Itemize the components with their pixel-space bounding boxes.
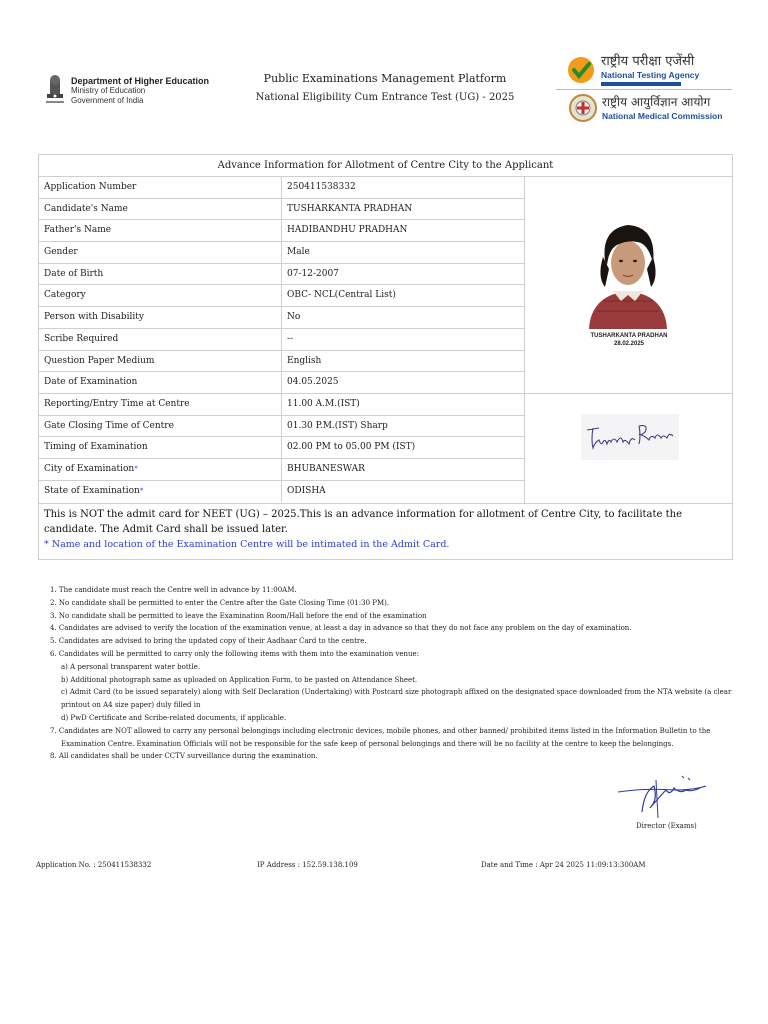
info-label-text: State of Examination — [44, 485, 140, 496]
info-row — [39, 199, 524, 221]
info-value: 250411538332 — [287, 182, 356, 192]
info-label — [39, 459, 282, 480]
page-header — [0, 0, 768, 150]
info-label-text: Category — [44, 290, 86, 301]
nmc-hindi: राष्ट्रीय आयुर्विज्ञान आयोग — [602, 94, 711, 109]
notice-centre-location: * Name and location of the Examination Centre will be intimated in the Admit Card. — [44, 539, 450, 550]
info-label — [39, 264, 282, 285]
info-label — [39, 437, 282, 458]
instruction-item: b) Additional photograph same as uploaded on Application Form, to be pasted on Attendance Sheet. — [61, 675, 418, 684]
instruction-item: printout on A4 size paper) duly filled in — [61, 701, 201, 710]
info-label-text: Question Paper Medium — [44, 355, 155, 366]
info-label — [39, 416, 282, 437]
info-label-text: Date of Examination — [44, 377, 138, 388]
info-label-text: Father's Name — [44, 225, 112, 236]
photo-cell — [525, 177, 732, 394]
info-value: TUSHARKANTA PRADHAN — [287, 203, 413, 214]
nta-english: National Testing Agency — [601, 70, 700, 80]
info-label — [39, 394, 282, 415]
instruction-item: 7. Candidates are NOT allowed to carry any personal belongings including electronic devices, mobile phones, and other banned/ prohibited items listed in the Information Bulletin to the — [50, 726, 711, 735]
doe-title: Department of Higher Education — [71, 76, 210, 86]
info-label-text: Scribe Required — [44, 333, 119, 344]
info-label-text: Gate Closing Time of Centre — [44, 420, 174, 431]
info-label-text: Reporting/Entry Time at Centre — [44, 398, 190, 409]
director-label: Director (Exams) — [636, 822, 697, 830]
info-value: No — [287, 312, 301, 323]
info-label-text: Application Number — [44, 182, 137, 192]
info-value: English — [287, 355, 322, 366]
instruction-item: a) A personal transparent water bottle. — [61, 662, 201, 671]
doe-government: Government of India — [71, 96, 144, 105]
info-label-text: Timing of Examination — [44, 442, 148, 453]
info-value: -- — [287, 333, 294, 344]
info-value: 01.30 P.M.(IST) Sharp — [287, 420, 388, 431]
info-value: Male — [287, 247, 310, 258]
info-value: ODISHA — [287, 485, 326, 496]
info-label — [39, 329, 282, 350]
photo-caption — [525, 332, 733, 348]
info-label — [39, 307, 282, 328]
info-row — [39, 481, 524, 503]
instruction-item: d) PwD Certificate and Scribe-related documents, if applicable. — [61, 713, 287, 722]
logo-divider — [556, 89, 732, 90]
info-label — [39, 199, 282, 220]
required-star: * — [139, 486, 144, 495]
info-value: OBC- NCL(Central List) — [287, 290, 396, 301]
info-label — [39, 285, 282, 306]
info-row — [39, 351, 524, 373]
director-signature — [614, 772, 714, 824]
info-row — [39, 177, 524, 199]
footer-application-no: Application No. : 250411538332 — [36, 861, 152, 869]
signature-cell — [525, 394, 732, 503]
photo-signature-column — [524, 177, 732, 503]
info-row — [39, 307, 524, 329]
nmc-logo-icon — [568, 93, 598, 123]
info-label-text: Candidate's Name — [44, 203, 128, 214]
national-emblem-icon — [44, 74, 66, 108]
nta-logo-block — [566, 54, 699, 86]
info-label — [39, 220, 282, 241]
required-star: * — [134, 464, 138, 473]
info-value: 11.00 A.M.(IST) — [287, 398, 360, 409]
info-row — [39, 416, 524, 438]
candidate-signature — [581, 414, 679, 460]
info-label-text: Date of Birth — [44, 268, 104, 279]
nmc-english: National Medical Commission — [602, 110, 723, 121]
footer-ip-address: IP Address : 152.59.138.109 — [257, 861, 358, 869]
exam-title: National Eligibility Cum Entrance Test (UG) - 2025 — [255, 92, 515, 103]
nta-logo-icon — [566, 55, 596, 85]
instruction-item: 1. The candidate must reach the Centre well in advance by 11:00AM. — [50, 586, 297, 594]
instruction-item: 8. All candidates shall be under CCTV surveillance during the examination. — [50, 752, 318, 761]
doe-ministry: Ministry of Education — [71, 86, 146, 95]
info-label-text: City of Examination — [44, 463, 135, 474]
instruction-item: c) Admit Card (to be issued separately) along with Self Declaration (Undertaking) with Postcard size photograph affixed on the designated space downloaded from the NTA website (a clear — [61, 688, 732, 697]
instructions-list — [50, 584, 740, 763]
info-label — [39, 242, 282, 263]
photo-caption-date: 28.02.2025 — [613, 341, 645, 347]
info-value: 07-12-2007 — [287, 268, 339, 279]
notice-not-admit-card: This is NOT the admit card for NEET (UG) – 2025.This is an advance information for allotment of Centre City, to facilitate the candidate. The Admit Card shall be issued later. — [44, 509, 683, 535]
instruction-item: 6. Candidates will be permitted to carry only the following items with them into the examination venue: — [50, 649, 420, 658]
instruction-item: 3. No candidate shall be permitted to leave the Examination Room/Hall before the end of the examination — [50, 611, 427, 620]
info-row — [39, 285, 524, 307]
doe-logo-block — [44, 74, 209, 108]
info-value: 04.05.2025 — [287, 377, 339, 388]
nta-underline — [601, 82, 681, 86]
info-value: BHUBANESWAR — [287, 463, 365, 474]
info-value: HADIBANDHU PRADHAN — [287, 225, 408, 236]
candidate-info-table — [38, 154, 733, 560]
instruction-item: 5. Candidates are advised to bring the updated copy of their Aadhaar Card to the centre. — [50, 637, 367, 646]
instruction-item: Examination Centre. Examination Officials will not be responsible for the safe keep of personal belongings and there will be no facility at the centre to keep the belongings. — [61, 739, 674, 748]
info-label-text: Person with Disability — [44, 312, 145, 323]
info-row — [39, 242, 524, 264]
info-row — [39, 437, 524, 459]
footer-date-time: Date and Time : Apr 24 2025 11:09:13:300AM — [481, 861, 646, 869]
table-title: Advance Information for Allotment of Centre City to the Applicant — [39, 155, 732, 177]
platform-title: Public Examinations Management Platform — [263, 72, 507, 85]
photo-caption-name: TUSHARKANTA PRADHAN — [590, 333, 668, 339]
info-row — [39, 329, 524, 351]
info-label — [39, 372, 282, 393]
info-label — [39, 351, 282, 372]
info-row — [39, 459, 524, 481]
instruction-item: 4. Candidates are advised to verify the location of the examination venue, at least a day in advance so that they do not face any problem on the day of examination. — [50, 624, 632, 633]
notice-block — [39, 503, 732, 559]
info-row — [39, 394, 524, 416]
nta-hindi: राष्ट्रीय परीक्षा एजेंसी — [601, 54, 695, 69]
info-row — [39, 264, 524, 286]
info-label-text: Gender — [44, 247, 78, 258]
info-rows — [39, 177, 524, 503]
info-row — [39, 220, 524, 242]
info-label — [39, 177, 282, 198]
info-row — [39, 372, 524, 394]
header-title-block — [230, 72, 540, 105]
info-value: 02.00 PM to 05.00 PM (IST) — [287, 442, 416, 453]
candidate-photo — [583, 217, 673, 329]
nmc-logo-block — [568, 93, 722, 123]
instruction-item: 2. No candidate shall be permitted to enter the Centre after the Gate Closing Time (01:30 PM). — [50, 598, 390, 607]
info-label — [39, 481, 282, 503]
